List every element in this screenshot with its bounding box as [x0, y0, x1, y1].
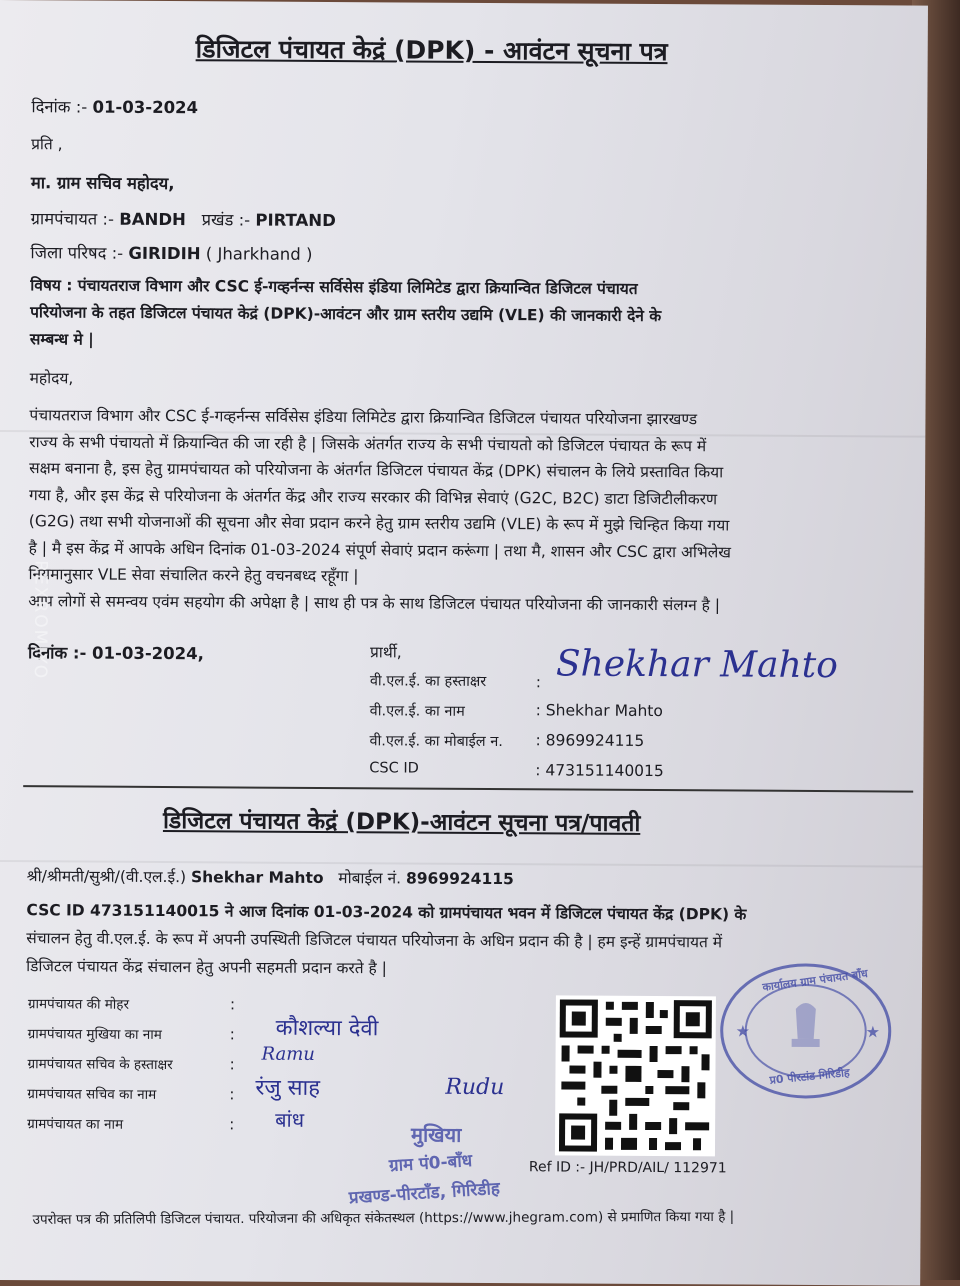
closing-date: दिनांक :- 01-03-2024,	[27, 643, 204, 664]
receipt-line: संचालन हेतु वी.एल.ई. के रूप में अपनी उपस्थिती डिजिटल पंचायत परियोजना के अधिन प्रदान की है | हम इन्हें ग्रामपंचायत में	[26, 929, 723, 952]
field-label: ग्रामपंचायत की मोहर	[27, 996, 130, 1013]
footer-note: उपरोक्त पत्र की प्रतिलिपी डिजिटल पंचायत. परियोजना की अधिकृत संकेतस्थल (https://www.jhegram.com) से प्रमाणित किया गया है |	[32, 1208, 735, 1228]
vle-mobile-value: : 8969924115	[535, 731, 645, 750]
vle-name-value: : Shekhar Mahto	[535, 701, 663, 721]
receipt-line: डिजिटल पंचायत केंद्र संचालन हेतु अपनी सहमती प्रदान करते है |	[26, 957, 387, 978]
subject-line: विषय : पंचायतराज विभाग और CSC ई-गव्हर्नन्स सर्विसेस इंडिया लिमिटेड द्वारा क्रियान्वित डिजिटल पंचायत	[30, 276, 638, 298]
district-line	[30, 240, 312, 265]
salutation: महोदय,	[29, 369, 74, 388]
gram-label: ग्रामपंचायत :-	[30, 209, 115, 229]
svg-text:★: ★	[735, 1021, 751, 1041]
body-line: सक्षम बनाना है, इस हेतु ग्रामपंचायत को परियोजना के अंतर्गत डिजिटल पंचायत केंद्र (DPK) संचालन के लिये प्रस्तावित किया	[29, 459, 724, 482]
date-line	[31, 94, 198, 118]
field-label: ग्रामपंचायत सचिव का नाम	[27, 1086, 157, 1103]
date-label: दिनांक :-	[31, 97, 88, 117]
vle-mobile-label: वी.एल.ई. का मोबाईल न.	[369, 733, 503, 751]
field-colon: :	[229, 1085, 235, 1104]
section-divider	[23, 785, 913, 792]
field-label: ग्रामपंचायत मुखिया का नाम	[27, 1026, 162, 1044]
csc-id-label: CSC ID	[369, 760, 419, 777]
state: ( Jharkhand )	[205, 244, 313, 264]
field-colon: :	[229, 1055, 235, 1074]
handwritten-sachiv-sign: Ramu	[261, 1043, 315, 1065]
field-colon: :	[229, 1025, 235, 1044]
field-label: ग्रामपंचायत का नाम	[27, 1116, 124, 1133]
svg-text:★: ★	[865, 1022, 881, 1042]
mukhiya-stamp-line: प्रखण्ड-पीरटाँड, गिरिडीह	[348, 1178, 501, 1209]
mobile-value: 8969924115	[405, 869, 514, 889]
body-line: आप लोगों से समन्वय एवंम सहयोग की अपेक्षा है | साथ ही पत्र के साथ डिजिटल पंचायत परियोजना की जानकारी संलग्न है |	[28, 591, 721, 614]
mukhiya-stamp-line: मुखिया	[411, 1122, 462, 1147]
date-value: 01-03-2024	[92, 97, 199, 118]
handwritten-sachiv-name: रंजु साह	[255, 1075, 321, 1101]
vle-sign-label: वी.एल.ई. का हस्ताक्षर	[369, 673, 487, 690]
handwritten-gram-name: बांध	[275, 1107, 305, 1132]
subject	[30, 272, 662, 357]
field-colon: :	[229, 995, 236, 1014]
gram-value: BANDH	[119, 209, 186, 230]
document-title: डिजिटल पंचायत केद्रं (DPK) - आवंटन सूचना पत्र	[195, 34, 668, 67]
body-line: गया है, और इस केंद्र से परियोजना के अंतर्गत केंद्र और राज्य सरकार की विभिन्न सेवाएं (G2C, B2C) डाटा डिजिटीलीकरण	[28, 485, 718, 508]
seal-bottom-text: प्र0 पीरटांड गिरिडीह	[768, 1066, 851, 1087]
body-line: राज्य के सभी पंचायतो में क्रियान्वित की जा रही है | जिसके अंतर्गत राज्य के सभी पंचायतो को डिजिटल पंचायत के रूप में	[29, 432, 707, 455]
applicant-label: प्रार्थी,	[369, 643, 402, 662]
mukhiya-stamp-line: ग्राम पं0-बाँध	[388, 1151, 473, 1177]
body-line: पंचायतराज विभाग और CSC ई-गव्हर्नन्स सर्विसेस इंडिया लिमिटेड द्वारा क्रियान्वित डिजिटल पंचायत परियोजना झारखण्ड	[29, 406, 698, 429]
gram-block-line	[31, 206, 336, 231]
receipt-name-line	[27, 864, 514, 889]
qr-code-graphic	[555, 995, 716, 1156]
csc-id-value: : 473151140015	[535, 761, 664, 781]
body-line: है | मै इस केंद्र में आपके अधिन दिनांक 01-03-2024 संपूर्ण सेवाएं प्रदान करूंगा | तथा मै, शासन और CSC द्वारा अभिलेख	[28, 538, 732, 561]
watermark: REXROMIYO	[29, 560, 51, 681]
ref-id: Ref ID :- JH/PRD/AIL/ 112971	[528, 1159, 727, 1177]
handwritten-mukhiya-name: कौशल्या देवी	[275, 1015, 379, 1042]
addressee: मा. ग्राम सचिव महोदय,	[30, 173, 175, 194]
name-value: Shekhar Mahto	[190, 868, 324, 887]
vle-name-label: वी.एल.ई. का नाम	[369, 703, 465, 720]
prati: प्रति ,	[31, 135, 63, 154]
field-label: ग्रामपंचायत सचिव के हस्ताक्षर	[27, 1056, 173, 1074]
vle-signature: Shekhar Mahto	[555, 643, 838, 687]
district-label: जिला परिषद :-	[30, 243, 124, 263]
field-colon: :	[229, 1115, 235, 1134]
panchayat-seal	[717, 960, 894, 1101]
receipt-title: डिजिटल पंचायत केद्रं (DPK)-आवंटन सूचना पत्र/पावती	[162, 808, 641, 837]
mukhiya-signature: Rudu	[445, 1074, 505, 1101]
district-value: GIRIDIH	[128, 243, 201, 264]
block-value: PIRTAND	[255, 210, 336, 231]
body-line: नियमानुसार VLE सेवा संचालित करने हेतु वचनबध्द रहूँगा |	[28, 565, 359, 586]
qr-code	[555, 995, 716, 1156]
subject-line: परियोजना के तहत डिजिटल पंचायत केद्रं (DPK)-आवंटन और ग्राम स्तरीय उद्यमि (VLE) की जानकारी देने के	[30, 303, 662, 326]
mobile-label: मोबाईल नं.	[338, 869, 402, 888]
seal-text: कार्यालय ग्राम पंचायत बाँध	[761, 966, 869, 995]
subject-line: सम्बन्ध मे |	[29, 330, 94, 349]
block-label: प्रखंड :-	[201, 210, 251, 230]
vle-sign-colon: :	[535, 673, 542, 692]
body-line: (G2G) तथा सभी योजनाओं की सूचना और सेवा प्रदान करने हेतु ग्राम स्तरीय उद्यमि (VLE) के रूप में मुझे चिन्हित किया गया	[28, 512, 730, 535]
letter-body	[28, 402, 732, 618]
name-prefix: श्री/श्रीमती/सुश्री/(वी.एल.ई.)	[26, 867, 187, 887]
receipt-body	[26, 896, 746, 984]
receipt-line: CSC ID 473151140015 ने आज दिनांक 01-03-2024 को ग्रामपंचायत भवन में डिजिटल पंचायत केंद्र (DPK) के	[26, 901, 747, 924]
